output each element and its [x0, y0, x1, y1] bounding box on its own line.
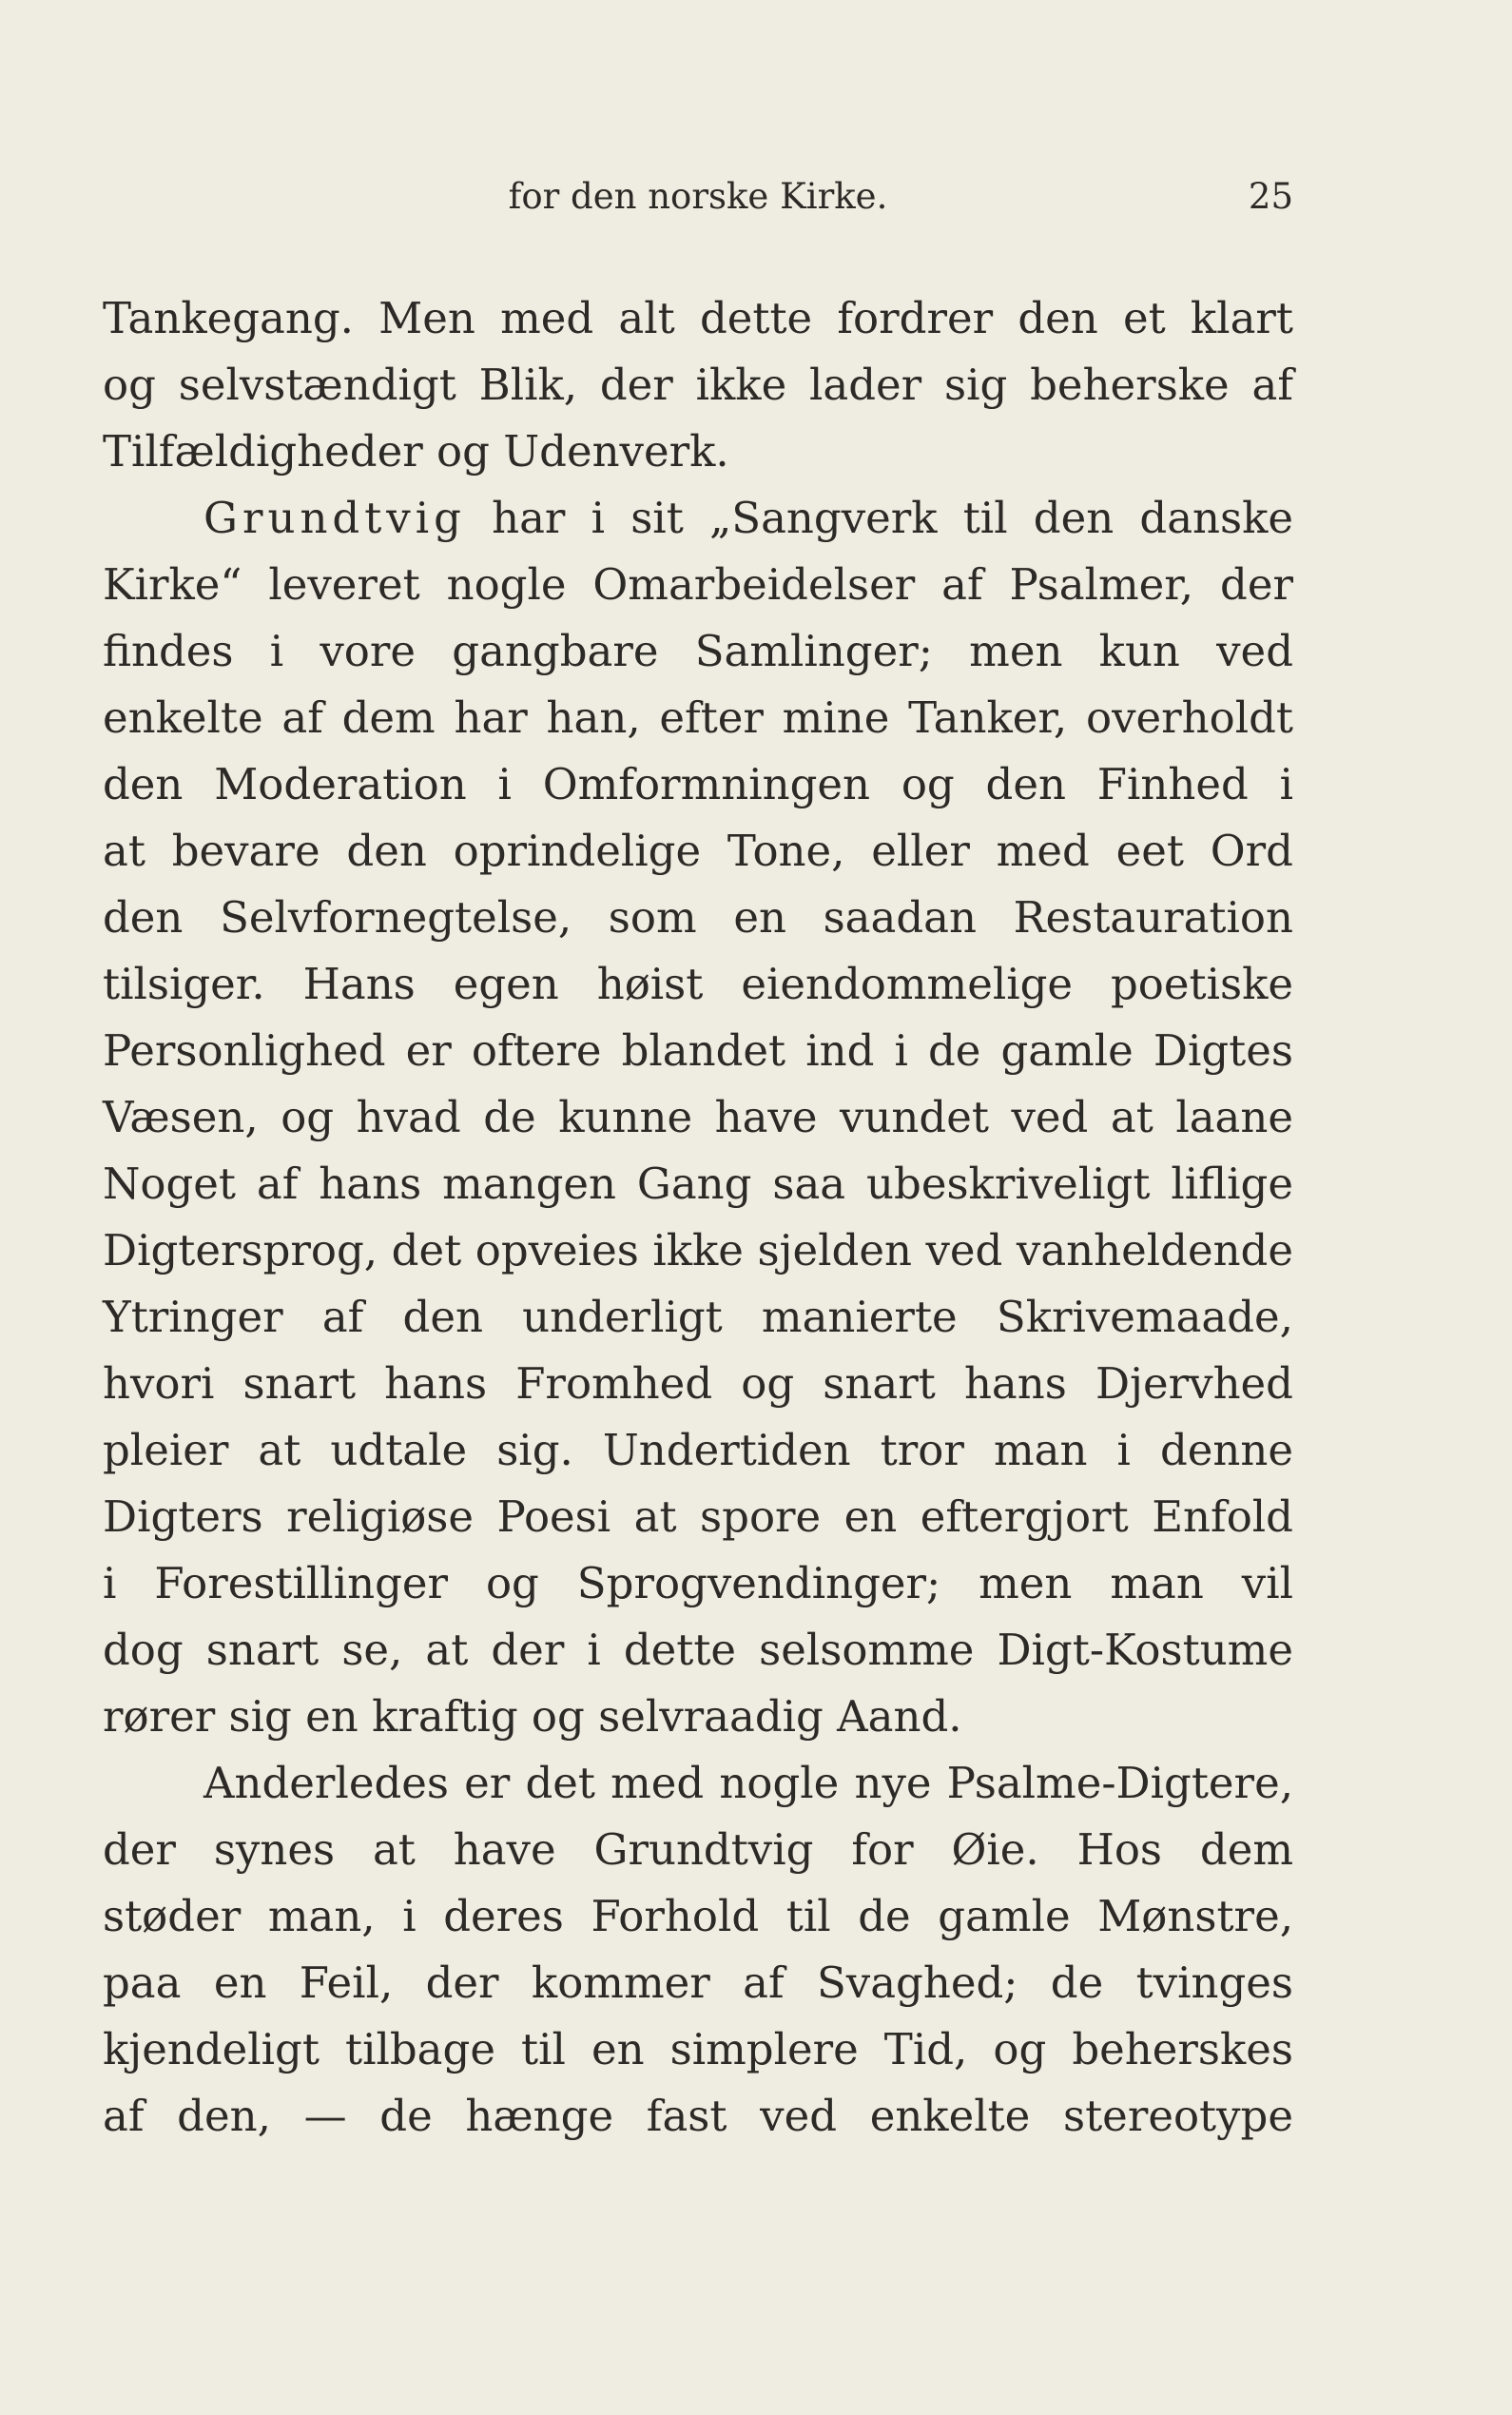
text-line: støder man, i deres Forhold til de gamle Mønstre, — [103, 1891, 1293, 1941]
text-line: Anderledes er det med nogle nye Psalme-Digtere, — [204, 1758, 1293, 1808]
text-line: Noget af hans mangen Gang saa ubeskriveligt liflige — [103, 1159, 1293, 1209]
text-line: paa en Feil, der kommer af Svaghed; de tvinges — [103, 1957, 1293, 2008]
text-line: Kirke“ leveret nogle Omarbeidelser af Psalmer, der — [103, 559, 1293, 610]
page-number: 25 — [1248, 176, 1293, 217]
text-line-rest: har i sit „Sangverk til den danske — [465, 493, 1293, 543]
text-line: kjendeligt tilbage til en simplere Tid, og beherskes — [103, 2024, 1293, 2074]
text-line: pleier at udtale sig. Undertiden tror man i denne — [103, 1425, 1293, 1475]
text-line: hvori snart hans Fromhed og snart hans Djervhed — [103, 1358, 1293, 1409]
text-line: i Forestillinger og Sprogvendinger; men man vil — [103, 1558, 1293, 1608]
body-text — [103, 285, 1293, 2150]
text-line: enkelte af dem har han, efter mine Tanker, overholdt — [103, 692, 1293, 743]
text-line: Tilfældigheder og Udenverk. — [103, 426, 729, 477]
text-line: Digters religiøse Poesi at spore en eftergjort Enfold — [103, 1491, 1293, 1542]
spaced-name: Grundtvig — [204, 493, 466, 543]
text-line: Personlighed er oftere blandet ind i de gamle Digtes — [103, 1025, 1293, 1076]
running-head — [103, 173, 1293, 221]
text-line: og selvstændigt Blik, der ikke lader sig beherske af — [103, 360, 1293, 410]
text-line: findes i vore gangbare Samlinger; men kun ved — [103, 626, 1293, 676]
text-line: Digtersprog, det opveies ikke sjelden ved vanheldende — [103, 1225, 1293, 1276]
text-line — [103, 485, 1293, 552]
text-line: af den, — de hænge fast ved enkelte stereotype — [103, 2091, 1293, 2141]
text-line: Ytringer af den underligt manierte Skrivemaade, — [103, 1292, 1293, 1342]
text-line: rører sig en kraftig og selvraadig Aand. — [103, 1691, 962, 1742]
text-line: den Moderation i Omformningen og den Finhed i — [103, 759, 1293, 809]
text-line: Væsen, og hvad de kunne have vundet ved at laane — [103, 1092, 1293, 1142]
text-line: den Selvfornegtelse, som en saadan Restauration — [103, 892, 1293, 943]
text-line: dog snart se, at der i dette selsomme Digt-Kostume — [103, 1625, 1293, 1675]
text-line: Tankegang. Men med alt dette fordrer den et klart — [103, 293, 1293, 343]
text-line: der synes at have Grundtvig for Øie. Hos dem — [103, 1824, 1293, 1875]
running-title: for den norske Kirke. — [508, 176, 888, 217]
text-line: tilsiger. Hans egen høist eiendommelige poetiske — [103, 959, 1293, 1009]
text-line: at bevare den oprindelige Tone, eller med eet Ord — [103, 826, 1293, 876]
